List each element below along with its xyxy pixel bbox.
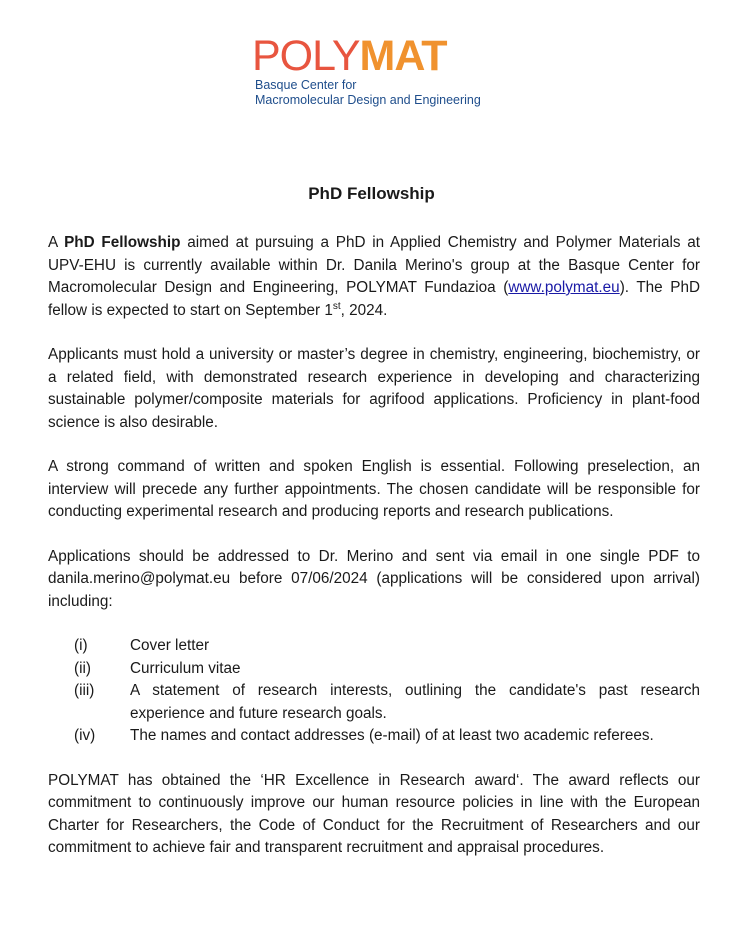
applications-paragraph: Applications should be addressed to Dr. Merino and sent via email in one single PDF to danila.merino@polymat.eu before 07/06/2024 (applications will be considered upon arrival) including: — [48, 547, 700, 610]
list-item-number: (iii) — [74, 682, 95, 699]
intro-end: , 2024. — [340, 301, 388, 319]
list-item — [74, 635, 700, 658]
logo-word-mat: MAT — [359, 32, 447, 80]
polymat-logo — [252, 32, 492, 108]
document-body — [48, 232, 700, 860]
date-ordinal: st — [332, 300, 341, 312]
website-link[interactable]: www.polymat.eu — [508, 279, 620, 296]
intro-prefix: A — [48, 234, 65, 251]
requirements-paragraph: Applicants must hold a university or master’s degree in chemistry, engineering, biochemistry, or a related field, with demonstrated research experience in developing and characterizing sustainable polymer/composite materials for agrifood applications. Proficiency in plant-food science is also desirable. — [48, 346, 700, 431]
list-item — [74, 680, 700, 725]
list-item-text: The names and contact addresses (e-mail) of at least two academic referees. — [130, 727, 654, 744]
list-item-number: (ii) — [74, 659, 91, 677]
application-items-list — [48, 635, 700, 748]
logo-wordmark — [252, 32, 492, 80]
logo-word-poly: POLY — [252, 32, 360, 80]
logo-subtitle-line1: Basque Center for — [255, 78, 357, 92]
logo-subtitle — [255, 78, 492, 108]
page-title: PhD Fellowship — [308, 184, 435, 203]
intro-bold-phrase: PhD Fellowship — [64, 234, 181, 251]
language-paragraph: A strong command of written and spoken English is essential. Following preselection, an interview will precede any further appointments. The chosen candidate will be responsible for conducting experimental research and producing reports and research publications. — [48, 458, 700, 520]
intro-text: aimed at pursuing a PhD in Applied Chemistry and Polymer Materials at UPV-EHU is currently available within Dr. Danila Merino's group at the Basque Center for Macromolecular Design and Engineering, POLYMAT Fundazioa ( — [48, 234, 700, 296]
list-item — [74, 725, 700, 748]
list-item-number: (i) — [74, 637, 88, 654]
logo-subtitle-line2: Macromolecular Design and Engineering — [255, 93, 481, 107]
intro-paragraph — [48, 232, 700, 322]
list-item-text: Cover letter — [130, 637, 210, 654]
list-item — [74, 658, 700, 681]
list-item-number: (iv) — [74, 727, 96, 744]
hr-excellence-paragraph: POLYMAT has obtained the ‘HR Excellence in Research award‘. The award reflects our commitment to continuously improve our human resource policies in line with the European Charter for Researchers, the Code of Conduct for the Recruitment of Researchers and our commitment to achieve fair and transparent recruitment and appraisal procedures. — [48, 771, 700, 856]
list-item-text: A statement of research interests, outlining the candidate's past research experience and future research goals. — [130, 682, 700, 722]
list-item-text: Curriculum vitae — [130, 659, 241, 677]
intro-start-text: ). The PhD fellow is expected to start on September 1 — [48, 279, 700, 319]
